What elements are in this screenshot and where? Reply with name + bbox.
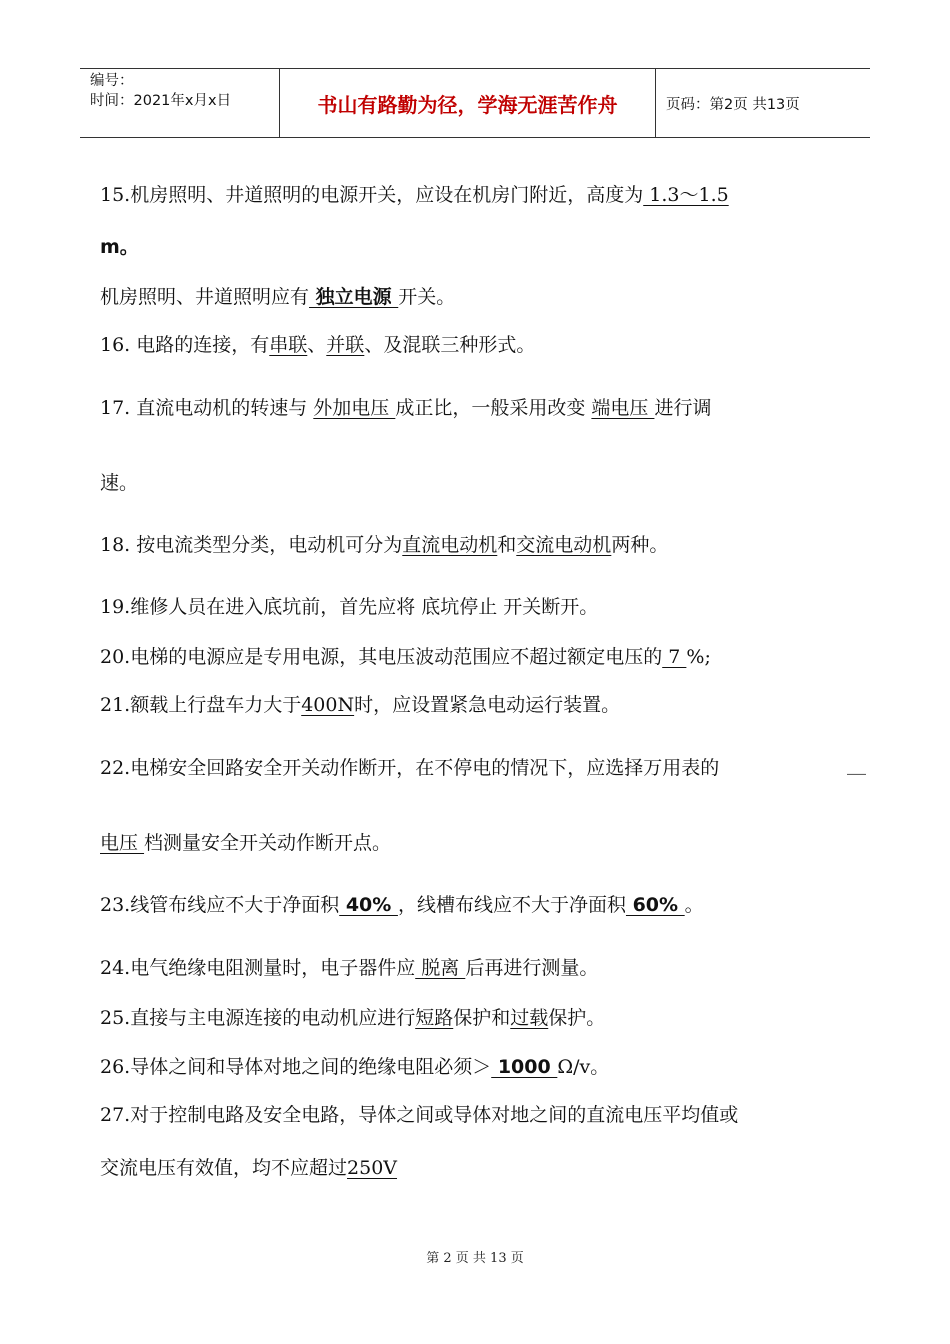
question-text: 16. 电路的连接，有 <box>100 334 270 356</box>
question-21 <box>100 690 620 717</box>
question-text: 时，应设置紧急电动运行装置。 <box>354 694 621 716</box>
answer-blank: 独立电源 <box>309 286 399 308</box>
question-text: 20.电梯的电源应是专用电源，其电压波动范围应不超过额定电压的 <box>100 646 663 668</box>
answer-blank: 外加电压 <box>313 397 396 419</box>
answer-blank: __ <box>847 753 866 775</box>
question-15a <box>100 180 729 207</box>
question-22 <box>100 753 719 780</box>
question-text: 25.直接与主电源连接的电动机应进行 <box>100 1007 416 1029</box>
question-16 <box>100 330 535 357</box>
answer-blank: 60% <box>625 894 685 916</box>
question-text: 。 <box>684 894 704 916</box>
question-15a-continued <box>100 232 139 259</box>
question-text: 19.维修人员在进入底坑前，首先应将 底坑停止 开关断开。 <box>100 596 599 618</box>
answer-blank: 1.3～1.5 <box>643 184 729 206</box>
question-text: 开关。 <box>398 286 456 308</box>
question-text: %; <box>686 646 711 668</box>
answer-blank: 交流电动机 <box>516 534 612 556</box>
header-meta <box>80 69 280 137</box>
question-text: 、 <box>307 334 327 356</box>
question-15b <box>100 282 455 309</box>
question-text: 23.线管布线应不大于净面积 <box>100 894 340 916</box>
question-text: 26.导体之间和导体对地之间的绝缘电阻必须＞ <box>100 1056 492 1078</box>
answer-blank: 250V <box>347 1157 398 1179</box>
answer-blank: 40% <box>339 894 398 916</box>
question-text: 和 <box>497 534 517 556</box>
answer-blank: 端电压 <box>591 397 655 419</box>
question-25 <box>100 1003 605 1030</box>
question-text: 成正比，一般采用改变 <box>395 397 592 419</box>
question-20 <box>100 642 711 669</box>
answer-blank: 短路 <box>415 1007 454 1029</box>
answer-blank: 7 <box>662 646 687 668</box>
question-27a <box>100 1100 738 1127</box>
question-text: 、及混联三种形式。 <box>364 334 536 356</box>
question-22-blank <box>847 753 866 775</box>
header-page-label: 页码：第2页 共13页 <box>666 96 800 113</box>
question-text: ，线槽布线应不大于净面积 <box>397 894 626 916</box>
question-17-continued <box>100 468 138 495</box>
question-22-continued <box>100 828 391 855</box>
answer-blank: 1000 <box>491 1056 558 1078</box>
answer-blank: 电压 <box>100 832 145 854</box>
answer-blank: 脱离 <box>415 957 466 979</box>
question-text: 两种。 <box>611 534 669 556</box>
question-text: 保护和 <box>453 1007 511 1029</box>
question-text: 机房照明、井道照明应有 <box>100 286 310 308</box>
page-footer: 第 2 页 共 13 页 <box>426 1251 524 1266</box>
page-header <box>80 68 870 138</box>
question-17 <box>100 393 711 420</box>
question-18 <box>100 530 668 557</box>
question-26 <box>100 1052 609 1079</box>
question-27b <box>100 1153 397 1180</box>
question-text: 速。 <box>100 472 139 494</box>
answer-blank: 直流电动机 <box>402 534 498 556</box>
question-text: 交流电压有效值，均不应超过 <box>100 1157 348 1179</box>
header-motto: 书山有路勤为径，学海无涯苦作舟 <box>280 69 656 137</box>
question-23 <box>100 890 704 917</box>
answer-blank: 过载 <box>510 1007 549 1029</box>
question-text: 保护。 <box>548 1007 606 1029</box>
question-text: 18. 按电流类型分类，电动机可分为 <box>100 534 403 556</box>
question-text: 进行调 <box>654 397 712 419</box>
document-number-label: 编号： <box>90 73 134 89</box>
question-text: 24.电气绝缘电阻测量时，电子器件应 <box>100 957 416 979</box>
question-24 <box>100 953 598 980</box>
question-text: Ω/v。 <box>557 1056 610 1078</box>
question-19 <box>100 592 598 619</box>
question-text: 27.对于控制电路及安全电路，导体之间或导体对地之间的直流电压平均值或 <box>100 1104 739 1126</box>
question-text: m。 <box>100 236 139 258</box>
answer-blank: 串联 <box>269 334 308 356</box>
document-time-label: 时间：2021年x月x日 <box>90 93 232 109</box>
answer-blank: 并联 <box>326 334 365 356</box>
question-text: 22.电梯安全回路安全开关动作断开，在不停电的情况下，应选择万用表的 <box>100 757 720 779</box>
question-text: 后再进行测量。 <box>465 957 599 979</box>
question-text: 15.机房照明、井道照明的电源开关，应设在机房门附近，高度为 <box>100 184 644 206</box>
question-text: 21.额载上行盘车力大于 <box>100 694 302 716</box>
answer-blank: 400N <box>301 694 355 716</box>
question-text: 档测量安全开关动作断开点。 <box>144 832 392 854</box>
question-text: 17. 直流电动机的转速与 <box>100 397 314 419</box>
